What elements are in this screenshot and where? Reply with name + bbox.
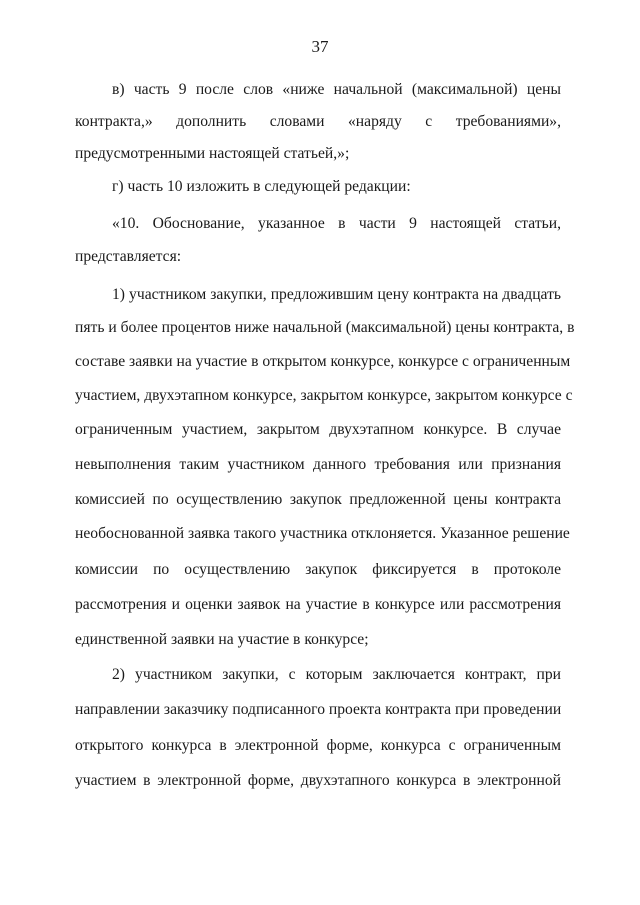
page-number: 37 bbox=[311, 37, 329, 56]
text-line: участием, двухэтапном конкурсе, закрытом конкурсе, закрытом конкурсе с bbox=[75, 387, 573, 404]
text-line: невыполнения таким участником данного требования или признания bbox=[75, 456, 561, 473]
text-line: направлении заказчику подписанного проекта контракта при проведении bbox=[75, 701, 562, 718]
text-line: ограниченным участием, закрытом двухэтапном конкурсе. В случае bbox=[75, 421, 561, 438]
text-line: 2) участником закупки, с которым заключается контракт, при bbox=[112, 666, 561, 683]
text-line: 1) участником закупки, предложившим цену контракта на двадцать bbox=[112, 286, 561, 303]
text-line: в) часть 9 после слов «ниже начальной (максимальной) цены bbox=[112, 81, 561, 98]
text-line: единственной заявки на участие в конкурсе; bbox=[75, 631, 369, 648]
text-line: контракта,» дополнить словами «наряду с требованиями», bbox=[75, 113, 561, 130]
text-line: г) часть 10 изложить в следующей редакции: bbox=[112, 178, 411, 195]
text-line: комиссией по осуществлению закупок предложенной цены контракта bbox=[75, 491, 561, 508]
text-line: комиссии по осуществлению закупок фиксируется в протоколе bbox=[75, 561, 561, 578]
text-line: пять и более процентов ниже начальной (максимальной) цены контракта, в bbox=[75, 319, 575, 336]
text-line: необоснованной заявка такого участника отклоняется. Указанное решение bbox=[75, 525, 570, 542]
text-line: представляется: bbox=[75, 248, 182, 265]
text-line: «10. Обоснование, указанное в части 9 настоящей статьи, bbox=[112, 215, 561, 232]
text-line: предусмотренными настоящей статьей,»; bbox=[75, 145, 350, 162]
text-line: рассмотрения и оценки заявок на участие в конкурсе или рассмотрения bbox=[75, 596, 561, 613]
text-line: составе заявки на участие в открытом конкурсе, конкурсе с ограниченным bbox=[75, 353, 571, 370]
text-line: участием в электронной форме, двухэтапного конкурса в электронной bbox=[75, 772, 561, 789]
text-line: открытого конкурса в электронной форме, конкурса с ограниченным bbox=[75, 737, 561, 754]
